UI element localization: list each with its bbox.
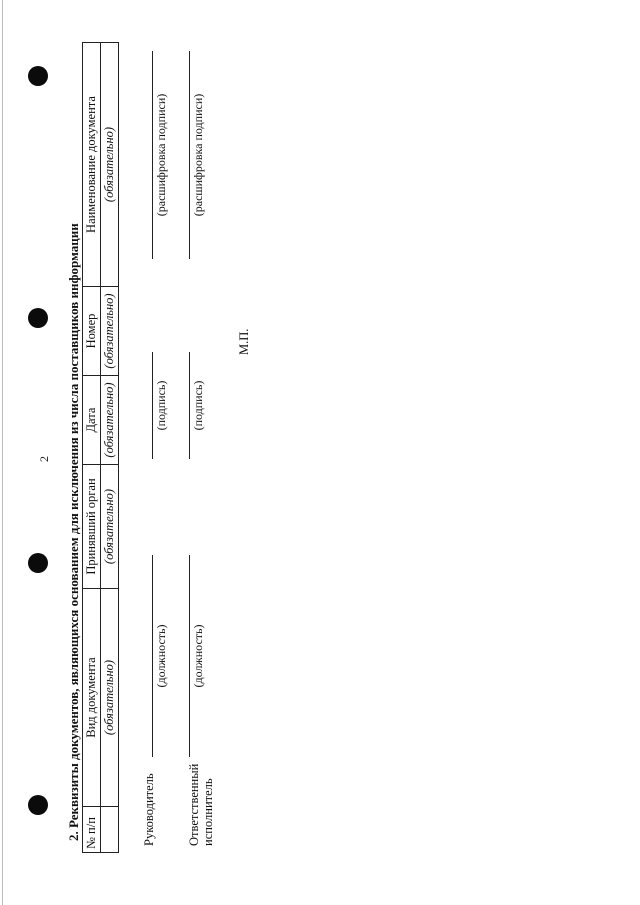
head-decoding-line [152, 51, 153, 259]
col-header-date: Дата [83, 376, 101, 465]
page-number: 2 [37, 456, 51, 462]
executor-label [187, 764, 215, 846]
executor-decoding-line [189, 51, 190, 259]
cell-doc-type: (обязательно) [101, 589, 119, 807]
executor-position-line [189, 555, 190, 757]
col-header-doc-type: Вид документа [83, 589, 101, 807]
head-signature-line [152, 352, 153, 459]
head-decoding-caption: (расшифровка подписи) [154, 93, 168, 217]
head-signature-caption: (подпись) [154, 380, 168, 431]
col-header-authority: Принявший орган [83, 465, 101, 589]
head-position-line [152, 555, 153, 757]
cell-doc-name: (обязательно) [101, 43, 119, 287]
cell-date: (обязательно) [101, 376, 119, 465]
table-header-row [83, 43, 101, 853]
cell-authority: (обязательно) [101, 465, 119, 589]
col-header-number: № п/п [83, 807, 101, 853]
executor-label-line2: исполнитель [201, 778, 215, 846]
col-header-doc-name: Наименование документа [83, 43, 101, 287]
documents-table [82, 42, 119, 853]
table-row [101, 43, 119, 853]
executor-position-caption: (должность) [191, 624, 205, 688]
col-header-doc-number: Номер [83, 287, 101, 376]
executor-label-line1: Ответственный [187, 763, 201, 846]
stamp-placeholder: М.П. [237, 328, 251, 355]
executor-signature-caption: (подпись) [191, 380, 205, 431]
cell-doc-number: (обязательно) [101, 287, 119, 376]
executor-decoding-caption: (расшифровка подписи) [191, 93, 205, 217]
section-title: 2. Реквизиты документов, являющихся основанием для исключения из числа поставщиков информации [66, 223, 81, 841]
cell-number [101, 807, 119, 853]
head-label: Руководитель [142, 773, 156, 846]
head-position-caption: (должность) [154, 624, 168, 688]
executor-signature-line [189, 352, 190, 459]
